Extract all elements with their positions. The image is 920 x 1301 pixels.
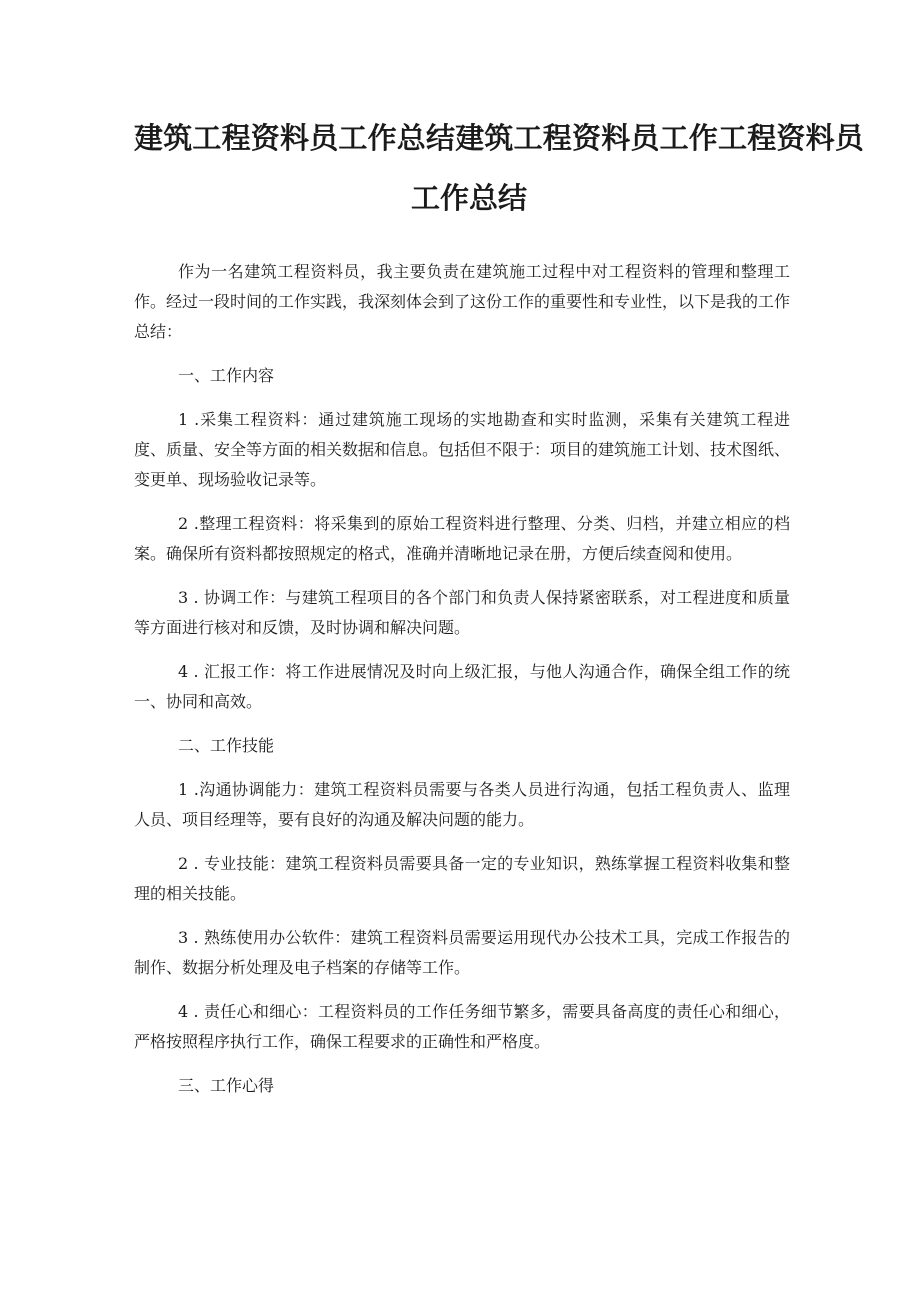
section2-item-2: 2 . 专业技能：建筑工程资料员需要具备一定的专业知识，熟练掌握工程资料收集和整理的相关技能。 (134, 854, 790, 903)
section1-heading: 一、工作内容 (178, 366, 275, 385)
section1-item-1: 1 .采集工程资料：通过建筑施工现场的实地勘查和实时监测，采集有关建筑工程进度、质量、安全等方面的相关数据和信息。包括但不限于：项目的建筑施工计划、技术图纸、变更单、现场验收记录等。 (134, 410, 791, 489)
section1-item-2: 2 .整理工程资料：将采集到的原始工程资料进行整理、分类、归档，并建立相应的档案。确保所有资料都按照规定的格式，准确并清晰地记录在册，方便后续查阅和使用。 (134, 514, 790, 563)
section1-item-3: 3 . 协调工作：与建筑工程项目的各个部门和负责人保持紧密联系，对工程进度和质量等方面进行核对和反馈，及时协调和解决问题。 (134, 588, 790, 637)
section2-item-1: 1 .沟通协调能力：建筑工程资料员需要与各类人员进行沟通，包括工程负责人、监理人员、项目经理等，要有良好的沟通及解决问题的能力。 (134, 780, 790, 829)
section2-heading: 二、工作技能 (178, 736, 275, 755)
section3-heading: 三、工作心得 (178, 1076, 275, 1095)
intro-paragraph: 作为一名建筑工程资料员，我主要负责在建筑施工过程中对工程资料的管理和整理工作。经过一段时间的工作实践，我深刻体会到了这份工作的重要性和专业性，以下是我的工作总结： (134, 262, 791, 341)
document-title-line1: 建筑工程资料员工作总结建筑工程资料员工作工程资料员 (134, 121, 865, 155)
section2-item-4: 4 . 责任心和细心：工程资料员的工作任务细节繁多，需要具备高度的责任心和细心，严格按照程序执行工作，确保工程要求的正确性和严格度。 (134, 1002, 790, 1051)
section2-item-3: 3 . 熟练使用办公软件：建筑工程资料员需要运用现代办公技术工具，完成工作报告的制作、数据分析处理及电子档案的存储等工作。 (134, 928, 790, 977)
section1-item-4: 4 . 汇报工作：将工作进展情况及时向上级汇报，与他人沟通合作，确保全组工作的统一、协同和高效。 (134, 662, 790, 711)
document-body (134, 257, 790, 1115)
document-title-line2: 工作总结 (411, 181, 528, 215)
